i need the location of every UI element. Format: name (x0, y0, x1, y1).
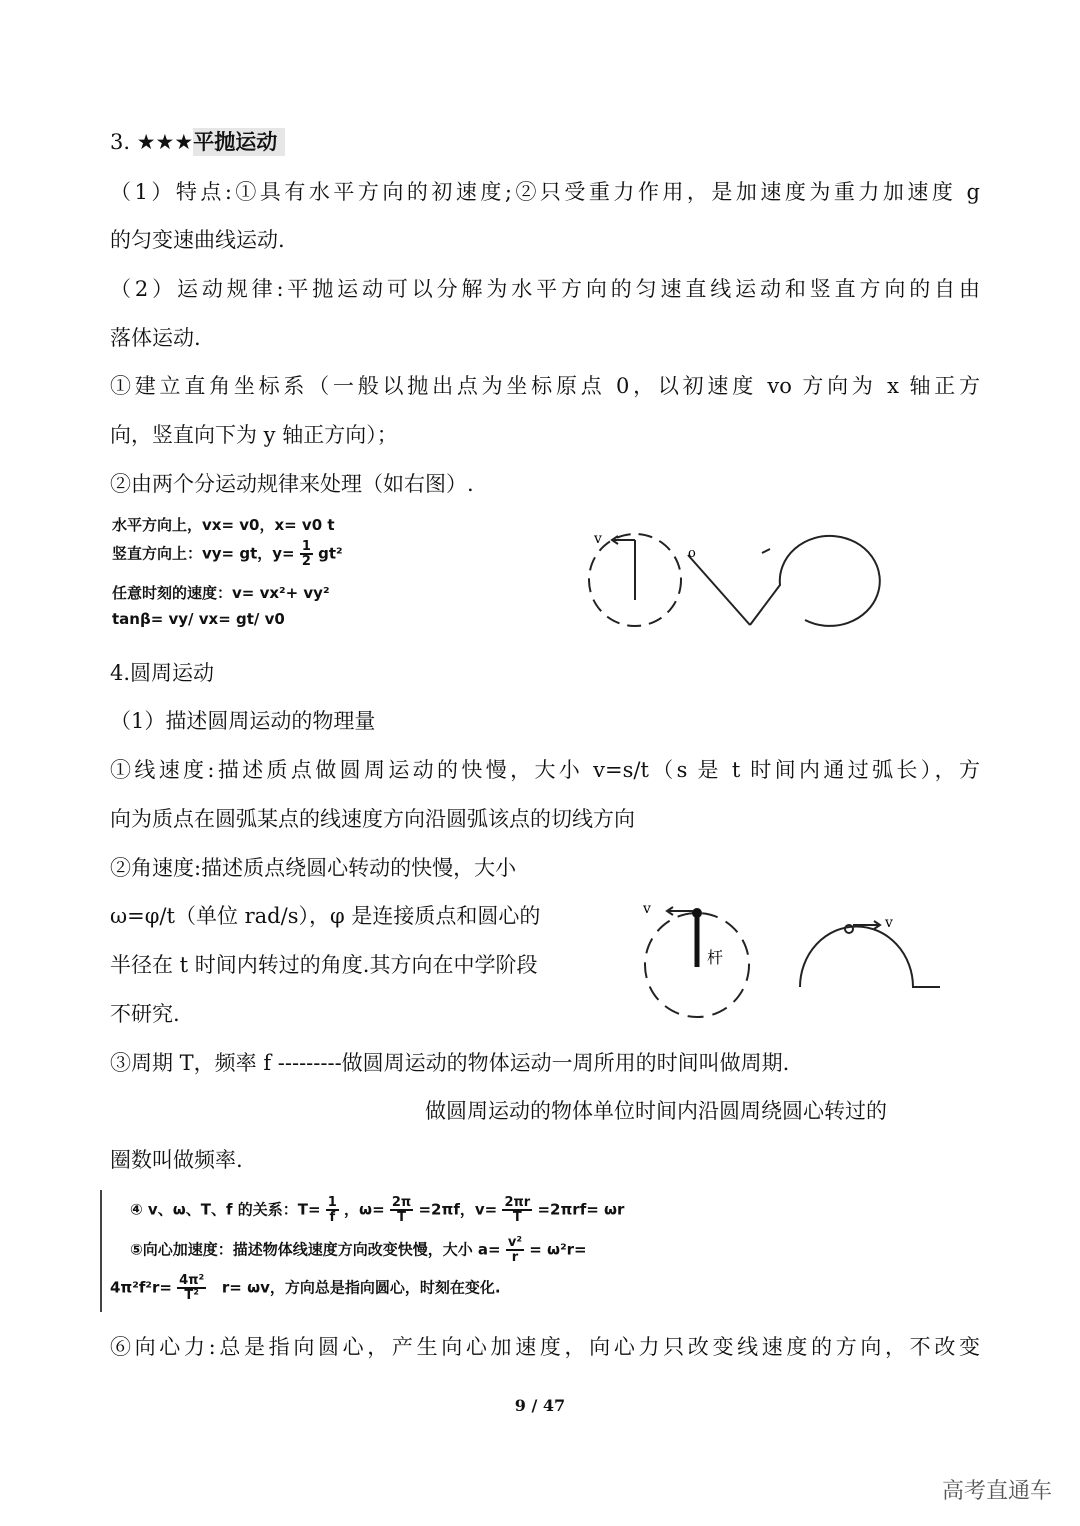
formula-text: =2πrf= ωr (537, 1200, 625, 1219)
numerator: v² (507, 1235, 523, 1250)
fraction (390, 1196, 413, 1224)
circular-motion-diagram-1 (580, 525, 960, 630)
page-number: 9 / 47 (514, 1396, 566, 1415)
formula-text: ，ω= (344, 1200, 385, 1219)
paragraph-line: 做圆周运动的物体单位时间内沿圆周绕圆心转过的 (425, 1099, 887, 1123)
paragraph-line: 半径在 t 时间内转过的角度.其方向在中学阶段 (110, 953, 538, 977)
paragraph-line: （2）运动规律:平抛运动可以分解为水平方向的匀速直线运动和竖直方向的自由 (110, 277, 980, 301)
paragraph-line: ①建立直角坐标系（一般以抛出点为坐标原点 0，以初速度 vo 方向为 x 轴正方 (110, 374, 980, 398)
formula-horizontal: 水平方向上，vx= v0，x= v0 t (112, 516, 335, 534)
point-label: o (688, 546, 696, 561)
formula-centripetal-cont (110, 1274, 501, 1302)
denominator: T (512, 1210, 522, 1225)
formula-relations (130, 1196, 624, 1224)
formula-text: 竖直方向上：vy= gt，y= (112, 544, 295, 563)
paragraph-line: （1）描述圆周运动的物理量 (110, 709, 376, 733)
section3-heading (110, 127, 285, 157)
numerator: 1 (301, 539, 311, 554)
watermark: 高考直通车 (941, 1479, 1052, 1504)
paragraph-line: ①线速度:描述质点做圆周运动的快慢，大小 v=s/t（s 是 t 时间内通过弧长），方 (110, 758, 980, 782)
paragraph-line: 圈数叫做频率. (110, 1148, 243, 1172)
formula-text: =2πf，v= (418, 1200, 498, 1219)
formula-text: ⑤向心加速度：描述物体线速度方向改变快慢，大小 a= (130, 1240, 501, 1259)
formula-text: gt² (318, 544, 343, 563)
formula-text: r= ωv，方向总是指向圆心，时刻在变化. (221, 1278, 501, 1297)
paragraph-line: ②角速度:描述质点绕圆心转动的快慢，大小 (110, 856, 517, 880)
denominator: f (329, 1210, 336, 1225)
numerator: 4π² (179, 1273, 205, 1288)
formula-vertical (112, 540, 343, 568)
numerator: 2π (391, 1195, 412, 1210)
paragraph-line: （1）特点:①具有水平方向的初速度;②只受重力作用，是加速度为重力加速度 g (110, 180, 980, 204)
fraction (177, 1274, 206, 1302)
formula-text: 4π²f²r= (110, 1278, 172, 1297)
velocity-label: v (643, 901, 651, 917)
paragraph-line: 落体运动. (110, 326, 201, 350)
paragraph-line: ⑥向心力:总是指向圆心，产生向心加速度，向心力只改变线速度的方向，不改变 (110, 1335, 980, 1359)
numerator: 1 (327, 1195, 337, 1210)
formula-speed: 任意时刻的速度：v= vx²+ vy² (112, 584, 330, 602)
paragraph-line: 不研究. (110, 1002, 180, 1026)
formula-text: = ω²r= (529, 1240, 587, 1259)
paragraph-line: ③周期 T，频率 f ---------做圆周运动的物体运动一周所用的时间叫做周期. (110, 1051, 790, 1075)
fraction (300, 540, 313, 568)
rod-label: 杆 (707, 948, 724, 967)
denominator: T² (184, 1288, 199, 1303)
importance-stars: ★★★ (136, 130, 194, 154)
formula-centripetal (130, 1236, 587, 1264)
circular-motion-diagram-2 (635, 895, 955, 1025)
fraction (502, 1196, 532, 1224)
paragraph-line: 的匀变速曲线运动. (110, 228, 285, 252)
denominator: r (511, 1250, 519, 1265)
velocity-label: v (594, 531, 602, 547)
denominator: T (397, 1210, 406, 1225)
velocity-label: v (885, 915, 893, 931)
paragraph-line: ω=φ/t（单位 rad/s），φ 是连接质点和圆心的 (110, 904, 541, 928)
paragraph-line: 向，竖直向下为 y 轴正方向）； (110, 423, 398, 447)
denominator: 2 (301, 554, 311, 569)
section-number: 3. (110, 130, 131, 154)
section-title: 平抛运动 (193, 128, 285, 156)
section4-title: 4.圆周运动 (110, 661, 215, 685)
fraction (506, 1236, 524, 1264)
paragraph-line: ②由两个分运动规律来处理（如右图）. (110, 472, 474, 496)
formula-text: ④ v、ω、T、f 的关系：T= (130, 1200, 321, 1219)
formula-tan: tanβ= vy/ vx= gt/ v0 (112, 610, 285, 628)
numerator: 2πr (504, 1195, 531, 1210)
paragraph-line: 向为质点在圆弧某点的线速度方向沿圆弧该点的切线方向 (110, 807, 635, 831)
fraction (326, 1196, 339, 1224)
